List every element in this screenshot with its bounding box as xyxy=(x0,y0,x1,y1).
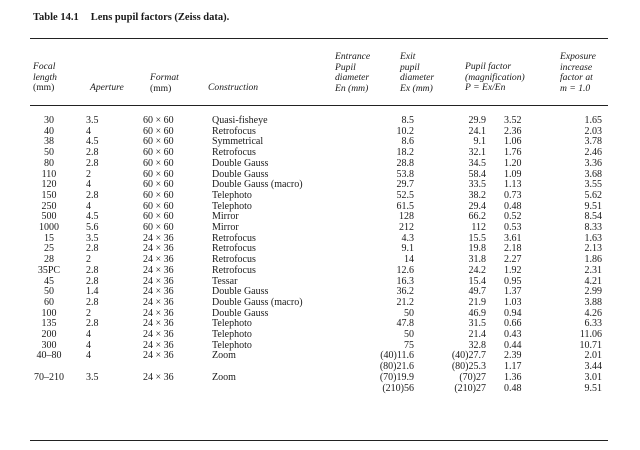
cell-construction: Retrofocus xyxy=(212,147,256,159)
cell-aperture: 2 xyxy=(86,168,91,180)
cell-format: 60 × 60 xyxy=(143,157,174,169)
cell-format: 24 × 36 xyxy=(143,307,174,319)
cell-pupil-factor: 0.44 xyxy=(504,339,522,351)
cell-format: 60 × 60 xyxy=(143,200,174,212)
cell-exposure-factor: 3.36 xyxy=(584,157,602,169)
cell-construction: Telephoto xyxy=(212,318,252,330)
cell-entrance-diameter: 61.5 xyxy=(396,200,414,212)
cell-exit-diameter: 24.1 xyxy=(468,125,486,137)
header-construction: Construction xyxy=(208,82,259,93)
cell-focal-length: 60 xyxy=(44,296,54,308)
cell-format: 24 × 36 xyxy=(143,339,174,351)
cell-exit-diameter: (210)27 xyxy=(454,382,486,394)
cell-entrance-diameter: 50 xyxy=(404,307,414,319)
cell-construction: Quasi-fisheye xyxy=(212,115,268,126)
cell-construction: Telephoto xyxy=(212,200,252,212)
cell-construction: Retrofocus xyxy=(212,125,256,137)
cell-exit-diameter: 34.5 xyxy=(468,157,486,169)
cell-construction: Telephoto xyxy=(212,339,252,351)
table-row xyxy=(30,373,608,384)
cell-focal-length: 40 xyxy=(44,125,54,137)
cell-entrance-diameter: 14 xyxy=(404,254,414,266)
cell-exposure-factor: 11.06 xyxy=(579,329,602,341)
cell-entrance-diameter: (40)11.6 xyxy=(380,350,414,362)
cell-entrance-diameter: 16.3 xyxy=(396,275,414,287)
cell-entrance-diameter: 21.2 xyxy=(396,296,414,308)
cell-exposure-factor: 1.63 xyxy=(584,232,602,244)
cell-focal-length: 25 xyxy=(44,243,54,255)
cell-aperture: 4 xyxy=(86,125,91,137)
cell-exposure-factor: 1.65 xyxy=(584,115,602,126)
header-rule xyxy=(30,105,608,106)
cell-pupil-factor: 2.18 xyxy=(504,243,522,255)
header-pupil-factor: Pupil factor (magnification) P = Ex/En xyxy=(465,61,525,93)
table-number: Table 14.1 xyxy=(33,12,79,23)
cell-exposure-factor: 9.51 xyxy=(584,200,602,212)
cell-construction: Retrofocus xyxy=(212,264,256,276)
cell-format: 24 × 36 xyxy=(143,254,174,266)
cell-exposure-factor: 5.62 xyxy=(584,189,602,201)
cell-pupil-factor: 1.37 xyxy=(504,286,522,298)
cell-aperture: 4 xyxy=(86,350,91,362)
cell-format: 24 × 36 xyxy=(143,329,174,341)
cell-exit-diameter: 33.5 xyxy=(468,179,486,191)
cell-aperture: 4.5 xyxy=(86,136,99,148)
cell-entrance-diameter: 29.7 xyxy=(396,179,414,191)
table-row xyxy=(30,266,608,277)
cell-pupil-factor: 1.03 xyxy=(504,296,522,308)
table-row xyxy=(30,384,608,395)
cell-pupil-factor: 2.27 xyxy=(504,254,522,266)
cell-entrance-diameter: 50 xyxy=(404,329,414,341)
cell-exit-diameter: (40)27.7 xyxy=(451,350,486,362)
cell-construction: Symmetrical xyxy=(212,136,264,148)
cell-construction: Retrofocus xyxy=(212,232,256,244)
cell-exit-diameter: (70)27 xyxy=(459,371,486,383)
table-row xyxy=(30,159,608,170)
cell-construction: Double Gauss xyxy=(212,157,269,169)
cell-focal-length: 28 xyxy=(44,254,54,266)
cell-format: 24 × 36 xyxy=(143,296,174,308)
cell-exposure-factor: 2.46 xyxy=(584,147,602,159)
bottom-rule xyxy=(30,440,608,441)
cell-aperture: 2 xyxy=(86,307,91,319)
cell-entrance-diameter: (70)19.9 xyxy=(379,371,414,383)
cell-construction: Retrofocus xyxy=(212,243,256,255)
cell-exit-diameter: 21.9 xyxy=(468,296,486,308)
cell-exposure-factor: 2.31 xyxy=(584,264,602,276)
cell-aperture xyxy=(68,384,134,395)
cell-format: 60 × 60 xyxy=(143,136,174,148)
cell-focal-length: 38 xyxy=(44,136,54,148)
cell-exit-diameter: 15.4 xyxy=(468,275,486,287)
cell-exposure-factor: 8.33 xyxy=(584,222,602,234)
cell-pupil-factor: 0.48 xyxy=(504,200,522,212)
cell-exposure-factor: 3.88 xyxy=(584,296,602,308)
cell-pupil-factor: 1.13 xyxy=(504,179,522,191)
cell-construction: Telephoto xyxy=(212,189,252,201)
cell-entrance-diameter: 18.2 xyxy=(396,147,414,159)
cell-aperture: 2.8 xyxy=(86,243,99,255)
cell-aperture: 2.8 xyxy=(86,189,99,201)
cell-construction: Tessar xyxy=(212,275,238,287)
cell-entrance-diameter: 47.8 xyxy=(396,318,414,330)
cell-exit-diameter: 15.5 xyxy=(468,232,486,244)
cell-exposure-factor: 3.55 xyxy=(584,179,602,191)
cell-aperture: 3.5 xyxy=(86,115,99,126)
cell-construction: Retrofocus xyxy=(212,254,256,266)
cell-format: 60 × 60 xyxy=(143,147,174,159)
top-rule xyxy=(30,38,608,39)
cell-focal-length: 120 xyxy=(41,179,57,191)
cell-entrance-diameter: 12.6 xyxy=(396,264,414,276)
cell-entrance-diameter: (210)56 xyxy=(382,382,414,394)
cell-focal-length: 30 xyxy=(44,115,54,126)
cell-focal-length: 35PC xyxy=(37,264,61,276)
cell-exit-diameter: 46.9 xyxy=(468,307,486,319)
cell-focal-length: 300 xyxy=(41,339,57,351)
cell-pupil-factor: 1.06 xyxy=(504,136,522,148)
cell-format: 60 × 60 xyxy=(143,168,174,180)
header-focal-length: Focal length (mm) xyxy=(33,61,57,93)
cell-focal-length: 50 xyxy=(44,286,54,298)
cell-exposure-factor: 4.26 xyxy=(584,307,602,319)
cell-exposure-factor: 4.21 xyxy=(584,275,602,287)
cell-entrance-diameter: 10.2 xyxy=(396,125,414,137)
cell-pupil-factor: 0.94 xyxy=(504,307,522,319)
cell-focal-length: 110 xyxy=(41,168,57,180)
cell-exit-diameter: 112 xyxy=(471,222,486,234)
cell-format: 60 × 60 xyxy=(143,211,174,223)
cell-pupil-factor: 1.20 xyxy=(504,157,522,169)
cell-exit-diameter: 9.1 xyxy=(473,136,486,148)
cell-focal-length: 80 xyxy=(44,157,54,169)
cell-aperture: 5.6 xyxy=(86,222,99,234)
cell-entrance-diameter: 128 xyxy=(399,211,414,223)
cell-format: 24 × 36 xyxy=(143,371,174,383)
cell-aperture: 2.8 xyxy=(86,264,99,276)
cell-aperture: 3.5 xyxy=(86,232,99,244)
cell-construction: Mirror xyxy=(212,211,239,223)
cell-format: 24 × 36 xyxy=(143,275,174,287)
cell-focal-length: 45 xyxy=(44,275,54,287)
cell-aperture: 2.8 xyxy=(86,296,99,308)
cell-construction: Double Gauss (macro) xyxy=(212,296,303,308)
cell-exposure-factor: 2.01 xyxy=(584,350,602,362)
cell-construction: Zoom xyxy=(212,350,236,362)
header-format: Format (mm) xyxy=(150,72,179,94)
cell-entrance-diameter: 36.2 xyxy=(396,286,414,298)
cell-exit-diameter: (80)25.3 xyxy=(451,361,486,373)
lens-table-body xyxy=(30,116,608,394)
cell-focal-length: 250 xyxy=(41,200,57,212)
cell-pupil-factor: 1.17 xyxy=(504,361,522,373)
cell-focal-length: 40–80 xyxy=(36,350,62,362)
cell-focal-length: 70–210 xyxy=(34,371,64,383)
cell-focal-length xyxy=(30,384,68,395)
header-exit-pupil: Exit pupil diameter Ex (mm) xyxy=(400,51,435,94)
cell-exit-diameter: 19.8 xyxy=(468,243,486,255)
cell-format: 24 × 36 xyxy=(143,318,174,330)
cell-exposure-factor: 2.99 xyxy=(584,286,602,298)
cell-exposure-factor: 3.01 xyxy=(584,371,602,383)
cell-focal-length: 135 xyxy=(41,318,57,330)
cell-exit-diameter: 32.1 xyxy=(468,147,486,159)
cell-pupil-factor: 1.92 xyxy=(504,264,522,276)
cell-format: 24 × 36 xyxy=(143,264,174,276)
cell-construction: Double Gauss xyxy=(212,168,269,180)
cell-aperture: 4 xyxy=(86,339,91,351)
cell-pupil-factor: 0.66 xyxy=(504,318,522,330)
cell-format: 24 × 36 xyxy=(143,243,174,255)
cell-exposure-factor: 10.71 xyxy=(579,339,602,351)
table-title: Lens pupil factors (Zeiss data). xyxy=(90,12,230,23)
cell-aperture: 1.4 xyxy=(86,286,99,298)
cell-pupil-factor: 3.61 xyxy=(504,232,522,244)
cell-aperture: 4.5 xyxy=(86,211,99,223)
cell-exit-diameter: 58.4 xyxy=(468,168,486,180)
cell-pupil-factor: 1.76 xyxy=(504,147,522,159)
cell-exit-diameter: 31.5 xyxy=(468,318,486,330)
cell-exit-diameter: 31.8 xyxy=(468,254,486,266)
cell-entrance-diameter: 4.3 xyxy=(401,232,414,244)
cell-entrance-diameter: 212 xyxy=(399,222,414,234)
cell-exit-diameter: 38.2 xyxy=(468,189,486,201)
cell-format: 60 × 60 xyxy=(143,179,174,191)
cell-format: 60 × 60 xyxy=(143,189,174,201)
cell-exposure-factor: 3.44 xyxy=(584,361,602,373)
cell-format: 24 × 36 xyxy=(143,232,174,244)
cell-pupil-factor: 0.48 xyxy=(504,382,522,394)
cell-pupil-factor: 2.36 xyxy=(504,125,522,137)
lens-table xyxy=(30,116,608,394)
cell-entrance-diameter: (80)21.6 xyxy=(379,361,414,373)
cell-aperture: 4 xyxy=(86,200,91,212)
cell-pupil-factor: 0.52 xyxy=(504,211,522,223)
cell-focal-length: 50 xyxy=(44,147,54,159)
cell-entrance-diameter: 53.8 xyxy=(396,168,414,180)
cell-aperture: 4 xyxy=(86,179,91,191)
cell-format xyxy=(134,384,191,395)
cell-aperture: 2.8 xyxy=(86,275,99,287)
cell-exposure-factor: 2.13 xyxy=(584,243,602,255)
cell-aperture: 2 xyxy=(86,254,91,266)
cell-entrance-diameter: 8.6 xyxy=(401,136,414,148)
cell-exit-diameter: 66.2 xyxy=(468,211,486,223)
header-exposure-factor: Exposure increase factor at m = 1.0 xyxy=(560,51,596,94)
cell-exposure-factor: 3.78 xyxy=(584,136,602,148)
cell-exposure-factor: 1.86 xyxy=(584,254,602,266)
cell-pupil-factor: 1.36 xyxy=(504,371,522,383)
cell-focal-length: 150 xyxy=(41,189,57,201)
cell-exposure-factor: 9.51 xyxy=(584,382,602,394)
cell-entrance-diameter: 8.5 xyxy=(401,115,414,126)
cell-aperture: 4 xyxy=(86,329,91,341)
cell-focal-length: 500 xyxy=(41,211,57,223)
cell-pupil-factor: 0.43 xyxy=(504,329,522,341)
header-aperture: Aperture xyxy=(90,82,124,93)
cell-aperture: 3.5 xyxy=(86,371,99,383)
cell-construction: Double Gauss xyxy=(212,307,269,319)
cell-pupil-factor: 2.39 xyxy=(504,350,522,362)
cell-format: 24 × 36 xyxy=(143,286,174,298)
cell-entrance-diameter: 9.1 xyxy=(401,243,414,255)
cell-focal-length: 1000 xyxy=(39,222,59,234)
cell-construction xyxy=(191,384,334,395)
cell-construction: Mirror xyxy=(212,222,239,234)
cell-exit-diameter: 21.4 xyxy=(468,329,486,341)
cell-exposure-factor: 6.33 xyxy=(584,318,602,330)
cell-exit-diameter: 32.8 xyxy=(468,339,486,351)
header-entrance-pupil: Entrance Pupil diameter En (mm) xyxy=(335,51,371,94)
cell-pupil-factor: 0.73 xyxy=(504,189,522,201)
cell-exit-diameter: 49.7 xyxy=(468,286,486,298)
cell-exposure-factor: 2.03 xyxy=(584,125,602,137)
cell-aperture: 2.8 xyxy=(86,157,99,169)
cell-construction: Zoom xyxy=(212,371,236,383)
cell-format: 60 × 60 xyxy=(143,222,174,234)
cell-exposure-factor: 3.68 xyxy=(584,168,602,180)
cell-construction: Telephoto xyxy=(212,329,252,341)
cell-entrance-diameter: 28.8 xyxy=(396,157,414,169)
cell-aperture: 2.8 xyxy=(86,147,99,159)
cell-aperture xyxy=(68,362,134,373)
cell-entrance-diameter: 75 xyxy=(404,339,414,351)
cell-pupil-factor: 1.09 xyxy=(504,168,522,180)
cell-pupil-factor: 3.52 xyxy=(504,115,522,126)
cell-construction: Double Gauss xyxy=(212,286,269,298)
cell-exit-diameter: 29.9 xyxy=(468,115,486,126)
cell-focal-length: 15 xyxy=(44,232,54,244)
cell-format: 60 × 60 xyxy=(143,115,174,126)
cell-entrance-diameter: 52.5 xyxy=(396,189,414,201)
cell-format: 24 × 36 xyxy=(143,350,174,362)
cell-aperture: 2.8 xyxy=(86,318,99,330)
cell-focal-length: 100 xyxy=(41,307,57,319)
cell-exit-diameter: 29.4 xyxy=(468,200,486,212)
cell-pupil-factor: 0.53 xyxy=(504,222,522,234)
cell-focal-length: 200 xyxy=(41,329,57,341)
cell-format: 60 × 60 xyxy=(143,125,174,137)
cell-exposure-factor: 8.54 xyxy=(584,211,602,223)
cell-construction: Double Gauss (macro) xyxy=(212,179,303,191)
table-caption xyxy=(33,12,241,23)
cell-exit-diameter: 24.2 xyxy=(468,264,486,276)
cell-pupil-factor: 0.95 xyxy=(504,275,522,287)
